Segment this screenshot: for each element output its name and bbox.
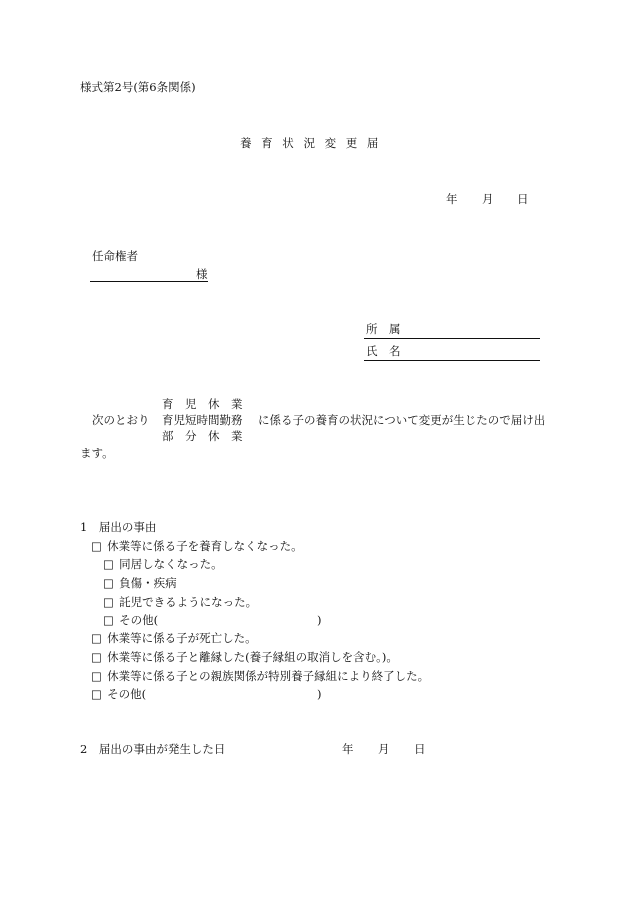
reason-special-adoption[interactable]: □ 休業等に係る子との親族関係が特別養子縁組により終了した。 — [91, 669, 430, 683]
reason-injury-illness[interactable]: □ 負傷・疾病 — [103, 576, 177, 590]
name-label: 氏 名 — [366, 344, 401, 358]
reason-childcare-available[interactable]: □ 託児できるようになった。 — [103, 595, 258, 609]
affiliation-line[interactable] — [364, 338, 540, 339]
leave-type-childcare: 育 児 休 業 — [162, 397, 243, 411]
section2-heading: 2 届出の事由が発生した日 — [80, 742, 226, 756]
document-title: 養 育 状 況 変 更 届 — [240, 136, 382, 150]
date-month: 月 — [482, 192, 494, 206]
date-year: 年 — [446, 192, 458, 206]
checkbox[interactable]: □ — [103, 576, 114, 590]
reason-other-sub[interactable]: □ その他( — [103, 613, 159, 627]
checkbox[interactable]: □ — [91, 539, 102, 553]
body-prefix: 次のとおり — [92, 413, 150, 427]
addressee-honorific: 様 — [196, 267, 208, 281]
section2-day: 日 — [414, 742, 426, 756]
addressee-name-line[interactable] — [90, 281, 208, 282]
reason-not-cohabiting[interactable]: □ 同居しなくなった。 — [103, 557, 223, 571]
body-continuation: ます。 — [80, 446, 114, 460]
date-day: 日 — [517, 192, 529, 206]
affiliation-label: 所 属 — [366, 322, 401, 336]
form-number: 様式第2号(第6条関係) — [80, 80, 196, 94]
section2-year: 年 — [342, 742, 354, 756]
reason-child-died[interactable]: □ 休業等に係る子が死亡した。 — [91, 631, 257, 645]
section1-heading: 1 届出の事由 — [80, 520, 157, 534]
checkbox[interactable]: □ — [91, 669, 102, 683]
body-suffix: に係る子の養育の状況について変更が生じたので届け出 — [258, 413, 546, 427]
reason-other-sub-close: ) — [317, 613, 322, 627]
checkbox[interactable]: □ — [103, 613, 114, 627]
checkbox[interactable]: □ — [103, 595, 114, 609]
reason-other[interactable]: □ その他( — [91, 687, 147, 701]
checkbox[interactable]: □ — [91, 650, 102, 664]
reason-other-close: ) — [317, 687, 322, 701]
reason-adoption-dissolved[interactable]: □ 休業等に係る子と離縁した(養子縁組の取消しを含む。)。 — [91, 650, 398, 664]
name-line[interactable] — [364, 360, 540, 361]
addressee-label: 任命権者 — [92, 249, 138, 263]
checkbox[interactable]: □ — [91, 687, 102, 701]
leave-type-partial: 部 分 休 業 — [162, 429, 243, 443]
section2-month: 月 — [378, 742, 390, 756]
reason-no-longer-raising[interactable]: □ 休業等に係る子を養育しなくなった。 — [91, 539, 303, 553]
checkbox[interactable]: □ — [103, 557, 114, 571]
leave-type-short-hours: 育児短時間勤務 — [162, 413, 243, 427]
checkbox[interactable]: □ — [91, 631, 102, 645]
